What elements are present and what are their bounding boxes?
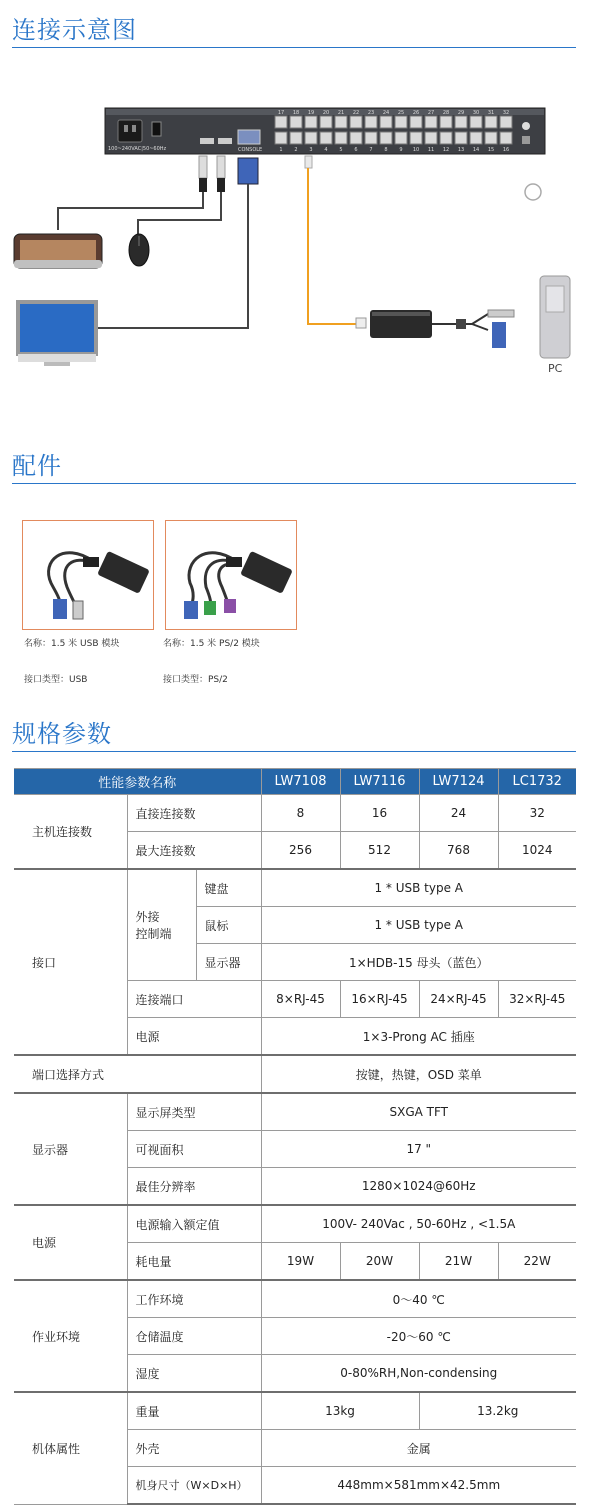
accessory-type: 接口类型：PS/2 <box>163 675 228 685</box>
section-divider <box>12 47 576 48</box>
row-label: 重量 <box>127 1392 261 1430</box>
header-model: LW7116 <box>340 769 419 795</box>
rj45-port-icon <box>425 132 437 144</box>
cell: 0～40 ℃ <box>261 1280 576 1318</box>
cell: 0-80%RH,Non-condensing <box>261 1355 576 1393</box>
group-monitor: 显示器 <box>14 1093 127 1205</box>
port-number: 13 <box>457 147 465 153</box>
rj45-port-icon <box>410 116 422 128</box>
cell: -20～60 ℃ <box>261 1318 576 1355</box>
rj45-port-icon <box>320 116 332 128</box>
row-label: 连接端口 <box>127 981 261 1018</box>
port-number: 30 <box>472 110 480 116</box>
accessory-name: 名称：1.5 米 USB 模块 <box>24 639 120 649</box>
cell: 8×RJ-45 <box>261 981 340 1018</box>
rj45-port-icon <box>455 116 467 128</box>
usb-port-icon <box>200 138 214 144</box>
cell: 512 <box>340 832 419 870</box>
cell: 1×3-Prong AC 插座 <box>261 1018 576 1056</box>
table-row <box>14 1205 576 1243</box>
group-host: 主机连接数 <box>14 795 127 870</box>
table-header-row <box>14 769 576 795</box>
port-number: 21 <box>337 110 345 116</box>
header-model: LW7124 <box>419 769 498 795</box>
row-label: 仓储温度 <box>127 1318 261 1355</box>
cell: 24×RJ-45 <box>419 981 498 1018</box>
external-control: 外接 控制端 <box>127 869 196 981</box>
table-row <box>14 1392 576 1430</box>
cell: 1×HDB-15 母头（蓝色） <box>261 944 576 981</box>
port-number: 7 <box>369 147 373 153</box>
section-divider <box>12 751 576 752</box>
rj45-port-icon <box>335 132 347 144</box>
vga-plug-icon <box>492 322 506 348</box>
port-number: 24 <box>382 110 390 116</box>
port-number: 11 <box>427 147 435 153</box>
port-number: 27 <box>427 110 435 116</box>
port-number: 5 <box>339 147 343 153</box>
port-number: 28 <box>442 110 450 116</box>
rj45-port-icon <box>275 116 287 128</box>
row-label: 电源输入额定值 <box>127 1205 261 1243</box>
header-model: LW7108 <box>261 769 340 795</box>
cell: 32 <box>498 795 576 832</box>
accessory-image-usb <box>22 520 154 630</box>
table-row <box>14 1093 576 1131</box>
port-number: 25 <box>397 110 405 116</box>
ps2-module-icon <box>166 521 296 629</box>
cell: 1024 <box>498 832 576 870</box>
usb-port-icon <box>218 138 232 144</box>
cell: 按键，热键，OSD 菜单 <box>261 1055 576 1093</box>
port-number: 19 <box>307 110 315 116</box>
cell: 22W <box>498 1243 576 1281</box>
table-row <box>14 869 576 907</box>
port-number: 3 <box>309 147 313 153</box>
group-environment: 作业环境 <box>14 1280 127 1392</box>
vga-plug-icon <box>238 158 258 184</box>
table-row <box>14 1280 576 1318</box>
port-number: 9 <box>399 147 403 153</box>
cell: 8 <box>261 795 340 832</box>
rj45-port-icon <box>290 116 302 128</box>
cell: 20W <box>340 1243 419 1281</box>
rj45-port-icon <box>410 132 422 144</box>
header-model: LC1732 <box>498 769 576 795</box>
group-power: 电源 <box>14 1205 127 1280</box>
table-row <box>14 1055 576 1093</box>
rj45-port-icon <box>320 132 332 144</box>
header-param: 性能参数名称 <box>14 769 261 795</box>
cell: 448mm×581mm×42.5mm <box>261 1467 576 1505</box>
rj45-port-icon <box>485 132 497 144</box>
row-label: 显示屏类型 <box>127 1093 261 1131</box>
usb-module-icon <box>23 521 153 629</box>
rj45-port-icon <box>380 132 392 144</box>
row-label: 最大连接数 <box>127 832 261 870</box>
row-label: 工作环境 <box>127 1280 261 1318</box>
cell: 13kg <box>261 1392 419 1430</box>
cell: 21W <box>419 1243 498 1281</box>
rj45-port-icon <box>425 116 437 128</box>
console-label: CONSOLE <box>238 147 263 153</box>
accessory-type: 接口类型：USB <box>24 675 88 685</box>
indicator-led-icon <box>522 122 530 130</box>
group-interface: 接口 <box>14 869 127 1055</box>
reset-button-icon <box>522 136 530 144</box>
row-label: 直接连接数 <box>127 795 261 832</box>
rj45-port-icon <box>365 132 377 144</box>
row-label: 耗电量 <box>127 1243 261 1281</box>
cell: 24 <box>419 795 498 832</box>
rj45-port-icon <box>305 132 317 144</box>
row-label: 键盘 <box>196 869 261 907</box>
accessory-name: 名称：1.5 米 PS/2 模块 <box>163 639 260 649</box>
cell: 256 <box>261 832 340 870</box>
connection-diagram <box>0 90 600 410</box>
port-number: 1 <box>279 147 283 153</box>
port-number: 8 <box>384 147 388 153</box>
cell: 1280×1024@60Hz <box>261 1168 576 1206</box>
pc-power-icon <box>525 184 541 200</box>
section-divider <box>12 483 576 484</box>
port-number: 22 <box>352 110 360 116</box>
cell: 19W <box>261 1243 340 1281</box>
port-number: 10 <box>412 147 420 153</box>
port-number: 18 <box>292 110 300 116</box>
row-label: 显示器 <box>196 944 261 981</box>
row-label: 湿度 <box>127 1355 261 1393</box>
port-number: 2 <box>294 147 298 153</box>
row-label: 鼠标 <box>196 907 261 944</box>
rj45-port-icon <box>500 116 512 128</box>
rj45-port-icon <box>470 132 482 144</box>
section-title-specs: 规格参数 <box>12 720 112 748</box>
cell: 17 " <box>261 1131 576 1168</box>
port-number: 29 <box>457 110 465 116</box>
port-number: 31 <box>487 110 495 116</box>
vga-port-icon <box>238 130 260 144</box>
rj45-port-icon <box>395 116 407 128</box>
row-label: 电源 <box>127 1018 261 1056</box>
power-socket-icon <box>118 120 142 142</box>
monitor-icon <box>18 302 96 354</box>
port-number: 4 <box>324 147 328 153</box>
spec-table <box>14 768 576 1505</box>
cell: 16×RJ-45 <box>340 981 419 1018</box>
port-number: 14 <box>472 147 480 153</box>
rj45-port-icon <box>290 132 302 144</box>
rj45-port-icon <box>440 116 452 128</box>
rj45-port-icon <box>380 116 392 128</box>
pc-label: PC <box>548 362 563 375</box>
cell: 32×RJ-45 <box>498 981 576 1018</box>
rj45-port-icon <box>485 116 497 128</box>
port-number: 12 <box>442 147 450 153</box>
cell: 100V- 240Vac , 50-60Hz , <1.5A <box>261 1205 576 1243</box>
section-title-diagram: 连接示意图 <box>12 16 137 44</box>
rj45-port-icon <box>350 116 362 128</box>
rj45-port-icon <box>335 116 347 128</box>
rj45-port-icon <box>275 132 287 144</box>
cell: SXGA TFT <box>261 1093 576 1131</box>
port-number: 17 <box>277 110 285 116</box>
port-number: 15 <box>487 147 495 153</box>
port-number: 26 <box>412 110 420 116</box>
port-number: 16 <box>502 147 510 153</box>
rj45-port-icon <box>440 132 452 144</box>
group-physical: 机体属性 <box>14 1392 127 1504</box>
row-label: 外壳 <box>127 1430 261 1467</box>
rj45-port-icon <box>500 132 512 144</box>
rj45-port-icon <box>350 132 362 144</box>
port-number: 20 <box>322 110 330 116</box>
cell: 1 * USB type A <box>261 869 576 907</box>
rj45-port-icon <box>455 132 467 144</box>
table-row <box>14 795 576 832</box>
rj45-port-icon <box>365 116 377 128</box>
cell: 13.2kg <box>419 1392 576 1430</box>
cell: 1 * USB type A <box>261 907 576 944</box>
port-number: 32 <box>502 110 510 116</box>
rj45-port-icon <box>395 132 407 144</box>
section-title-accessories: 配件 <box>12 452 62 480</box>
accessory-image-ps2 <box>165 520 297 630</box>
port-number: 23 <box>367 110 375 116</box>
group-port-select: 端口选择方式 <box>14 1055 261 1093</box>
cell: 768 <box>419 832 498 870</box>
cell: 16 <box>340 795 419 832</box>
rj45-port-icon <box>305 116 317 128</box>
rj45-port-icon <box>470 116 482 128</box>
port-number: 6 <box>354 147 358 153</box>
row-label: 最佳分辨率 <box>127 1168 261 1206</box>
cell: 金属 <box>261 1430 576 1467</box>
power-switch-icon <box>152 122 161 136</box>
power-label: 100~240VAC|50~60Hz <box>108 146 167 152</box>
row-label: 机身尺寸（W×D×H） <box>127 1467 261 1505</box>
row-label: 可视面积 <box>127 1131 261 1168</box>
